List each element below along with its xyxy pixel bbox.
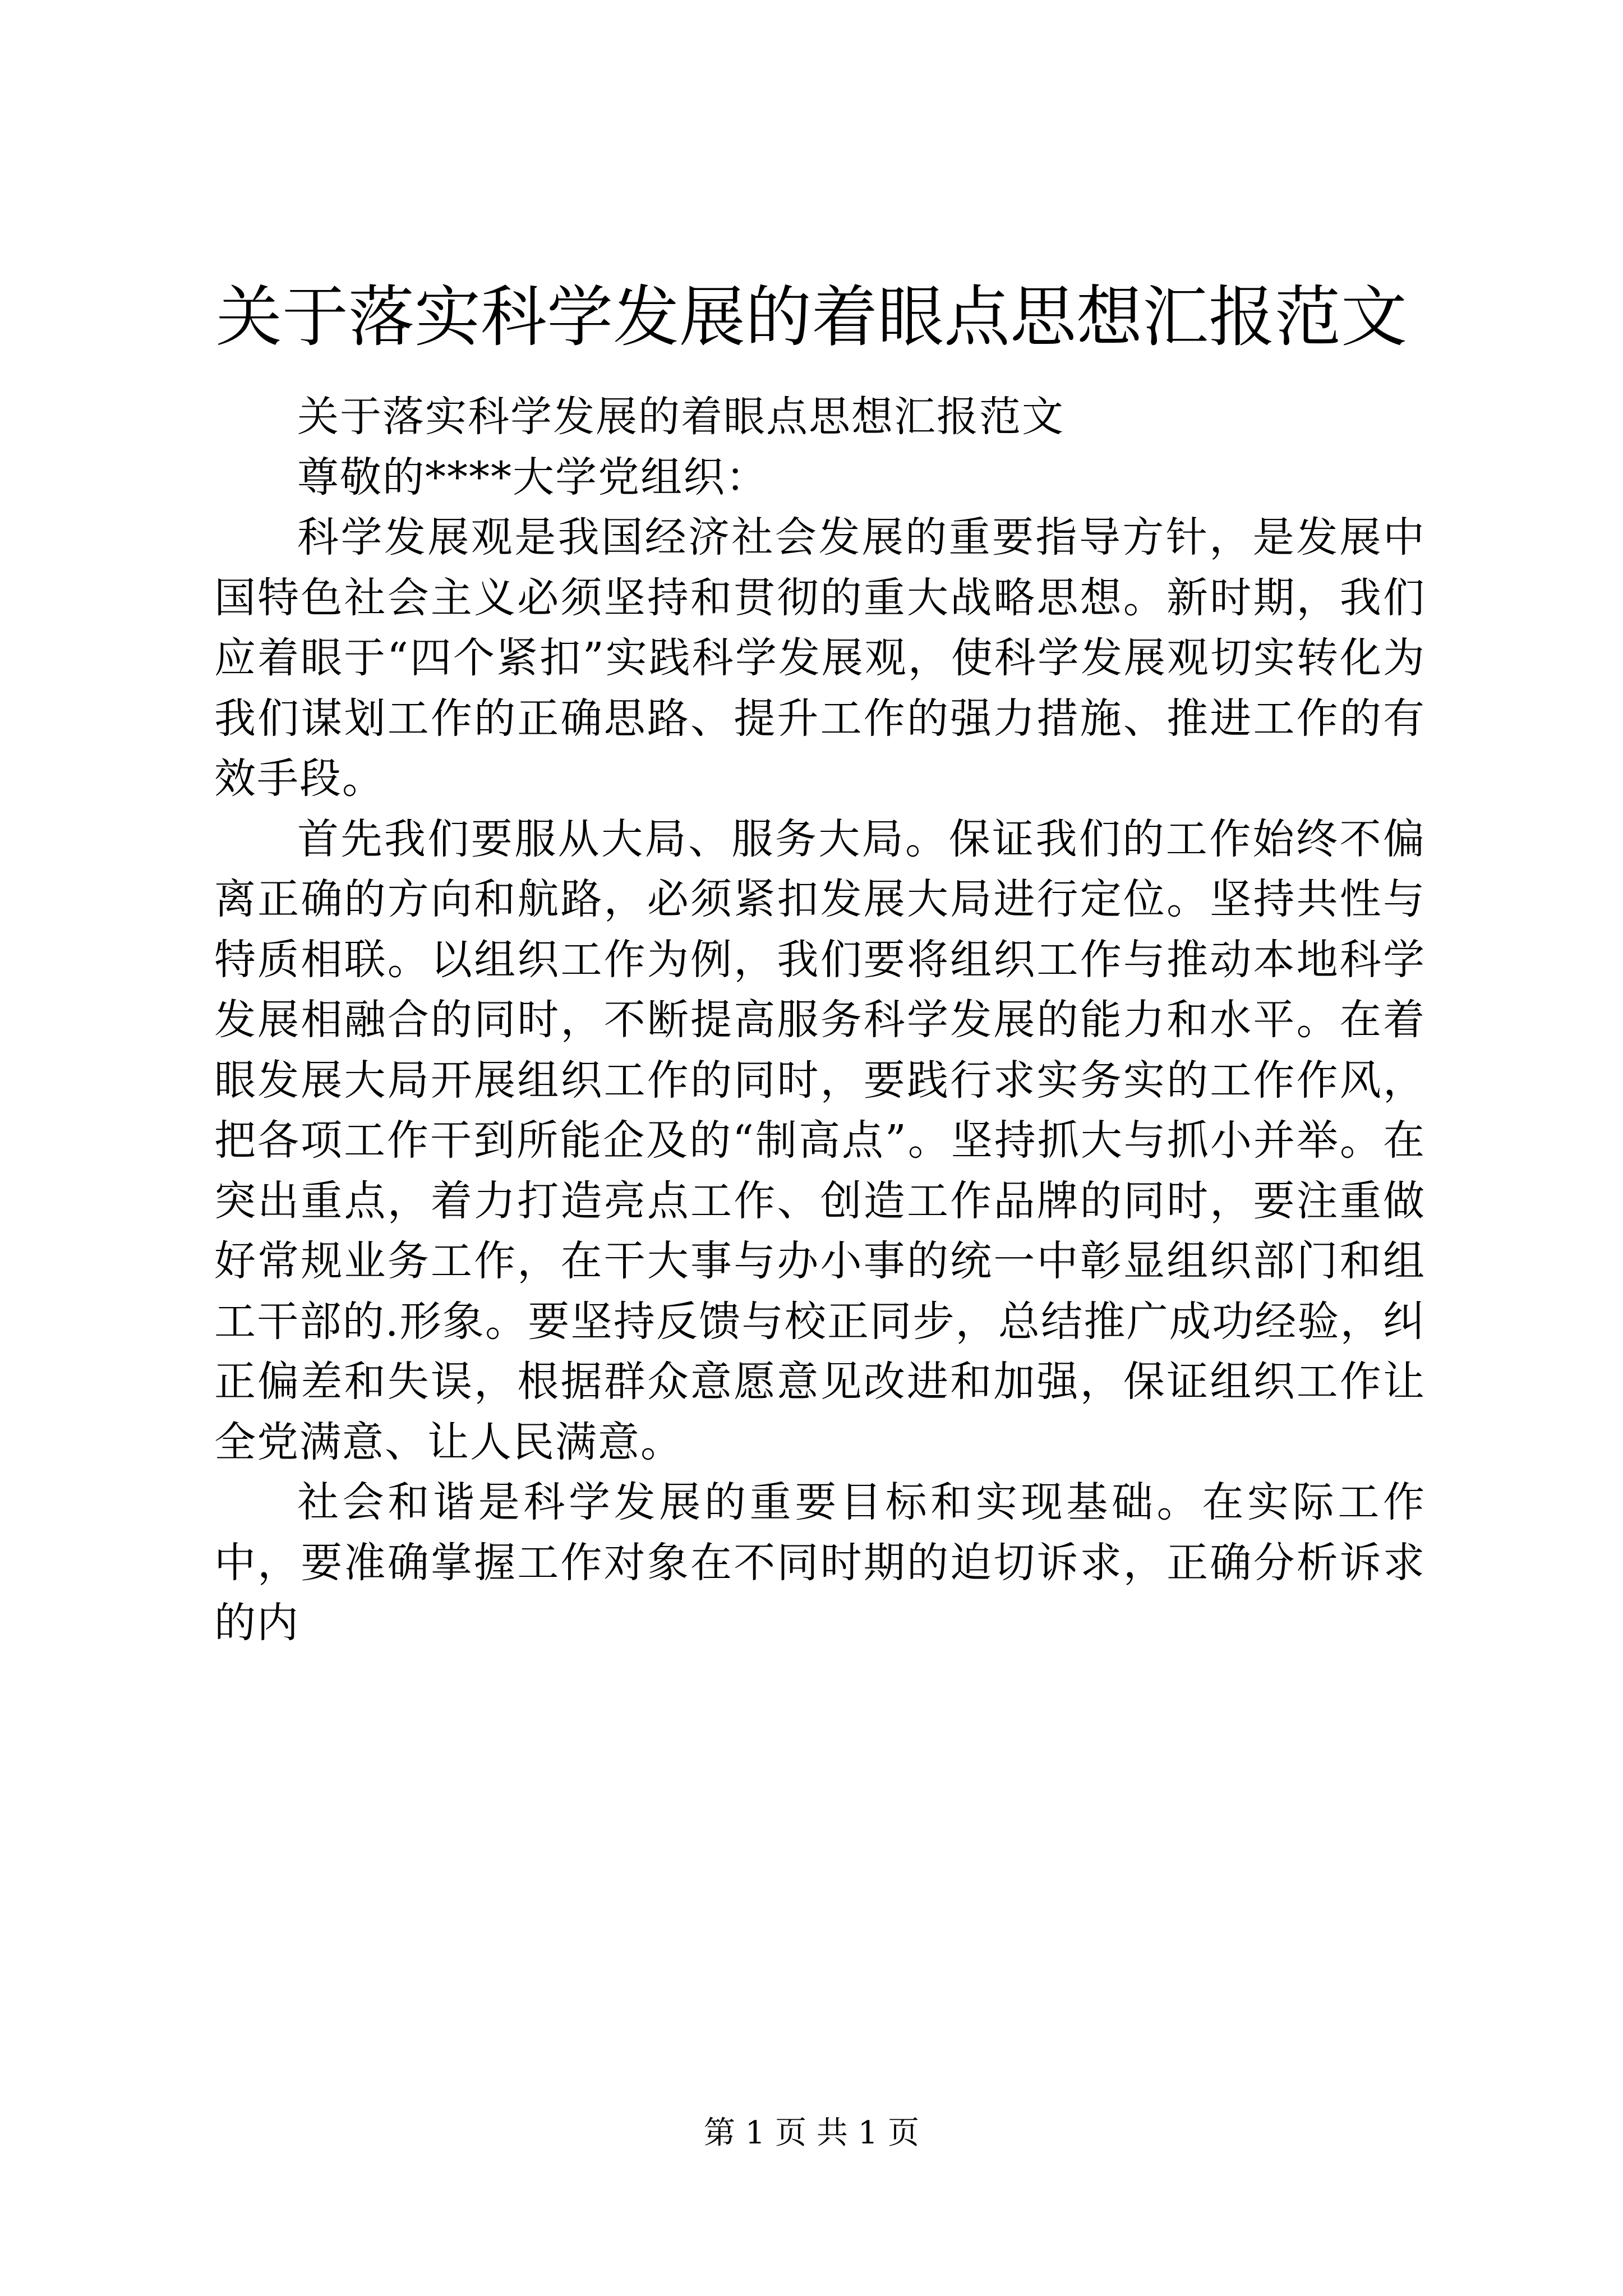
document-body (214, 387, 1426, 1654)
paragraph-intro: 科学发展观是我国经济社会发展的重要指导方针，是发展中国特色社会主义必须坚持和贯彻的重大战略思想。新时期，我们应着眼于“四个紧扣”实践科学发展观，使科学发展观切实转化为我们谋划工作的正确思路、提升工作的强力措施、推进工作的有效手段。 (214, 513, 1426, 803)
paragraph-social-harmony: 社会和谐是科学发展的重要目标和实现基础。在实际工作中，要准确掌握工作对象在不同时期的迫切诉求，正确分析诉求的内 (214, 1478, 1426, 1647)
page-footer: 第 1 页 共 1 页 (703, 2115, 920, 2151)
document-title: 关于落实科学发展的着眼点思想汇报范文 (215, 278, 1407, 356)
paragraph-salutation: 尊敬的****大学党组织： (297, 453, 768, 501)
paragraph-subtitle: 关于落实科学发展的着眼点思想汇报范文 (297, 393, 1064, 441)
paragraph-overall-situation: 首先我们要服从大局、服务大局。保证我们的工作始终不偏离正确的方向和航路，必须紧扣发展大局进行定位。坚持共性与特质相联。以组织工作为例，我们要将组织工作与推动本地科学发展相融合的同时，不断提高服务科学发展的能力和水平。在着眼发展大局开展组织工作的同时，要践行求实务实的工作作风，把各项工作干到所能企及的“制高点”。坚持抓大与抓小并举。在突出重点，着力打造亮点工作、创造工作品牌的同时，要注重做好常规业务工作，在干大事与办小事的统一中彰显组织部门和组工干部的.形象。要坚持反馈与校正同步，总结推广成功经验，纠正偏差和失误，根据群众意愿意见改进和加强，保证组织工作让全党满意、让人民满意。 (214, 815, 1426, 1466)
